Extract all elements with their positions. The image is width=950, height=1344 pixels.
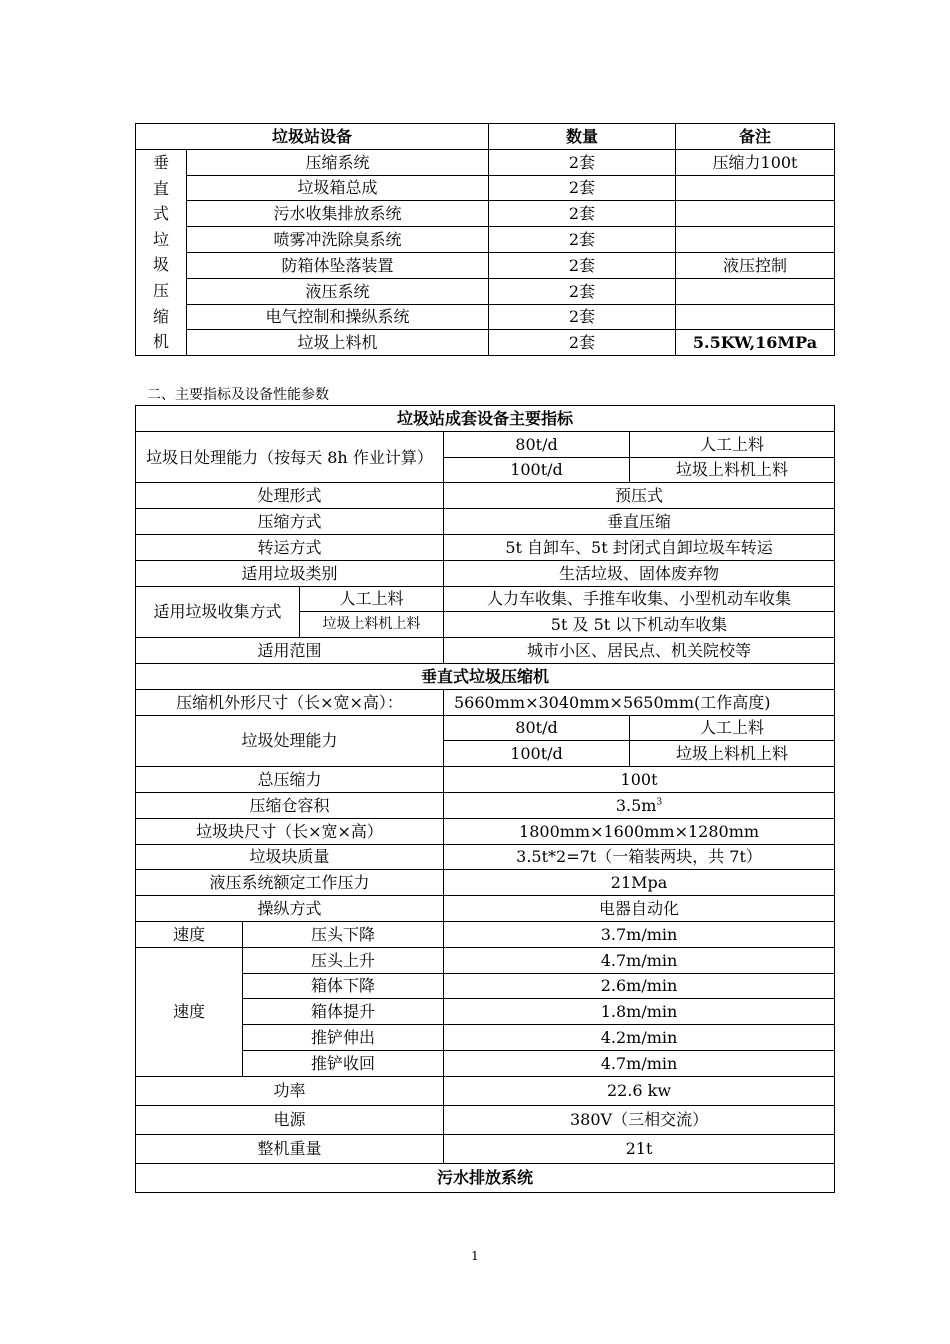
spec-value: 100t — [444, 767, 835, 793]
equipment-note — [676, 227, 835, 253]
header-quantity: 数量 — [489, 124, 676, 150]
spec-label: 处理形式 — [136, 483, 444, 509]
spec-sublabel: 人工上料 — [300, 586, 444, 612]
equipment-qty: 2套 — [489, 149, 676, 175]
equipment-qty: 2套 — [489, 252, 676, 278]
spec-label: 整机重量 — [136, 1134, 444, 1163]
page-number: 1 — [471, 1249, 479, 1263]
equipment-note: 5.5KW,16MPa — [676, 330, 835, 356]
spec-value: 城市小区、居民点、机关院校等 — [444, 638, 835, 664]
spec-value: 1800mm×1600mm×1280mm — [444, 818, 835, 844]
spec-label: 电源 — [136, 1105, 444, 1134]
spec-value: 2.6m/min — [444, 973, 835, 999]
equipment-qty: 2套 — [489, 278, 676, 304]
header-equipment: 垃圾站设备 — [136, 124, 489, 150]
spec-value: 5t 自卸车、5t 封闭式自卸垃圾车转运 — [444, 534, 835, 560]
spec-value: 5t 及 5t 以下机动车收集 — [444, 612, 835, 638]
spec-table — [135, 405, 835, 1193]
spec-value: 380V（三相交流） — [444, 1105, 835, 1134]
equipment-name: 防箱体坠落装置 — [187, 252, 489, 278]
spec-value: 4.2m/min — [444, 1025, 835, 1051]
spec-value: 人工上料 — [630, 715, 835, 741]
equipment-name: 垃圾箱总成 — [187, 175, 489, 201]
spec-label: 功率 — [136, 1076, 444, 1105]
equipment-note — [676, 201, 835, 227]
spec-value: 人力车收集、手推车收集、小型机动车收集 — [444, 586, 835, 612]
spec-value: 80t/d — [444, 715, 630, 741]
spec-label: 速度 — [136, 947, 243, 1076]
equipment-note: 液压控制 — [676, 252, 835, 278]
equipment-name: 电气控制和操纵系统 — [187, 304, 489, 330]
spec-value: 4.7m/min — [444, 1050, 835, 1076]
spec-value: 预压式 — [444, 483, 835, 509]
spec-label: 垃圾块质量 — [136, 844, 444, 870]
spec-value: 100t/d — [444, 457, 630, 483]
spec-label: 垃圾处理能力 — [136, 715, 444, 767]
spec-sublabel: 推铲伸出 — [243, 1025, 444, 1051]
equipment-name: 污水收集排放系统 — [187, 201, 489, 227]
equipment-note — [676, 304, 835, 330]
spec-value: 垃圾上料机上料 — [630, 457, 835, 483]
spec-label: 压缩仓容积 — [136, 792, 444, 818]
spec-value: 4.7m/min — [444, 947, 835, 973]
equipment-name: 液压系统 — [187, 278, 489, 304]
spec-value: 人工上料 — [630, 431, 835, 457]
spec-label: 操纵方式 — [136, 896, 444, 922]
equipment-qty: 2套 — [489, 227, 676, 253]
spec-value: 3.5t*2=7t（一箱装两块，共 7t） — [444, 844, 835, 870]
spec-label: 转运方式 — [136, 534, 444, 560]
spec-label: 压缩方式 — [136, 509, 444, 535]
spec-label: 总压缩力 — [136, 767, 444, 793]
spec-value: $3.5m^3$ — [444, 792, 835, 818]
equipment-qty: 2套 — [489, 201, 676, 227]
spec-value: 80t/d — [444, 431, 630, 457]
section-heading: 污水排放系统 — [136, 1163, 835, 1192]
equipment-name: 压缩系统 — [187, 149, 489, 175]
equipment-name: 垃圾上料机 — [187, 330, 489, 356]
spec-label: 液压系统额定工作压力 — [136, 870, 444, 896]
header-note: 备注 — [676, 124, 835, 150]
section-heading: 垂直式垃圾压缩机 — [136, 663, 835, 689]
spec-value: 21Mpa — [444, 870, 835, 896]
equipment-note: 压缩力100t — [676, 149, 835, 175]
section-heading: 垃圾站成套设备主要指标 — [136, 406, 835, 432]
spec-value: 垂直压缩 — [444, 509, 835, 535]
spec-label: 垃圾日处理能力（按每天 8h 作业计算） — [136, 431, 444, 483]
equipment-note — [676, 278, 835, 304]
equipment-qty: 2套 — [489, 304, 676, 330]
spec-sublabel: 箱体提升 — [243, 999, 444, 1025]
spec-label: 垃圾块尺寸（长×宽×高） — [136, 818, 444, 844]
spec-label: 适用垃圾类别 — [136, 560, 444, 586]
spec-value: 21t — [444, 1134, 835, 1163]
spec-label: 压缩机外形尺寸（长×宽×高）： — [136, 689, 444, 715]
equipment-name: 喷雾冲洗除臭系统 — [187, 227, 489, 253]
spec-value: 22.6 kw — [444, 1076, 835, 1105]
spec-value: 生活垃圾、固体废弃物 — [444, 560, 835, 586]
equipment-qty: 2套 — [489, 175, 676, 201]
spec-value: 1.8m/min — [444, 999, 835, 1025]
spec-value: 电器自动化 — [444, 896, 835, 922]
spec-sublabel: 推铲收回 — [243, 1050, 444, 1076]
spec-label: 速度 — [136, 921, 243, 947]
spec-label: 适用垃圾收集方式 — [136, 586, 300, 638]
spec-value: 3.7m/min — [444, 921, 835, 947]
spec-value: 垃圾上料机上料 — [630, 741, 835, 767]
section-title: 二、主要指标及设备性能参数 — [147, 387, 329, 403]
spec-value: 5660mm×3040mm×5650mm(工作高度) — [444, 689, 835, 715]
spec-label: 适用范围 — [136, 638, 444, 664]
group-label: 垂 直 式 垃 圾 压 缩 机 — [136, 149, 187, 355]
equipment-qty: 2套 — [489, 330, 676, 356]
spec-sublabel: 垃圾上料机上料 — [300, 612, 444, 638]
spec-sublabel: 压头下降 — [243, 921, 444, 947]
equipment-note — [676, 175, 835, 201]
spec-value: 100t/d — [444, 741, 630, 767]
equipment-table — [135, 123, 835, 356]
spec-sublabel: 压头上升 — [243, 947, 444, 973]
spec-sublabel: 箱体下降 — [243, 973, 444, 999]
